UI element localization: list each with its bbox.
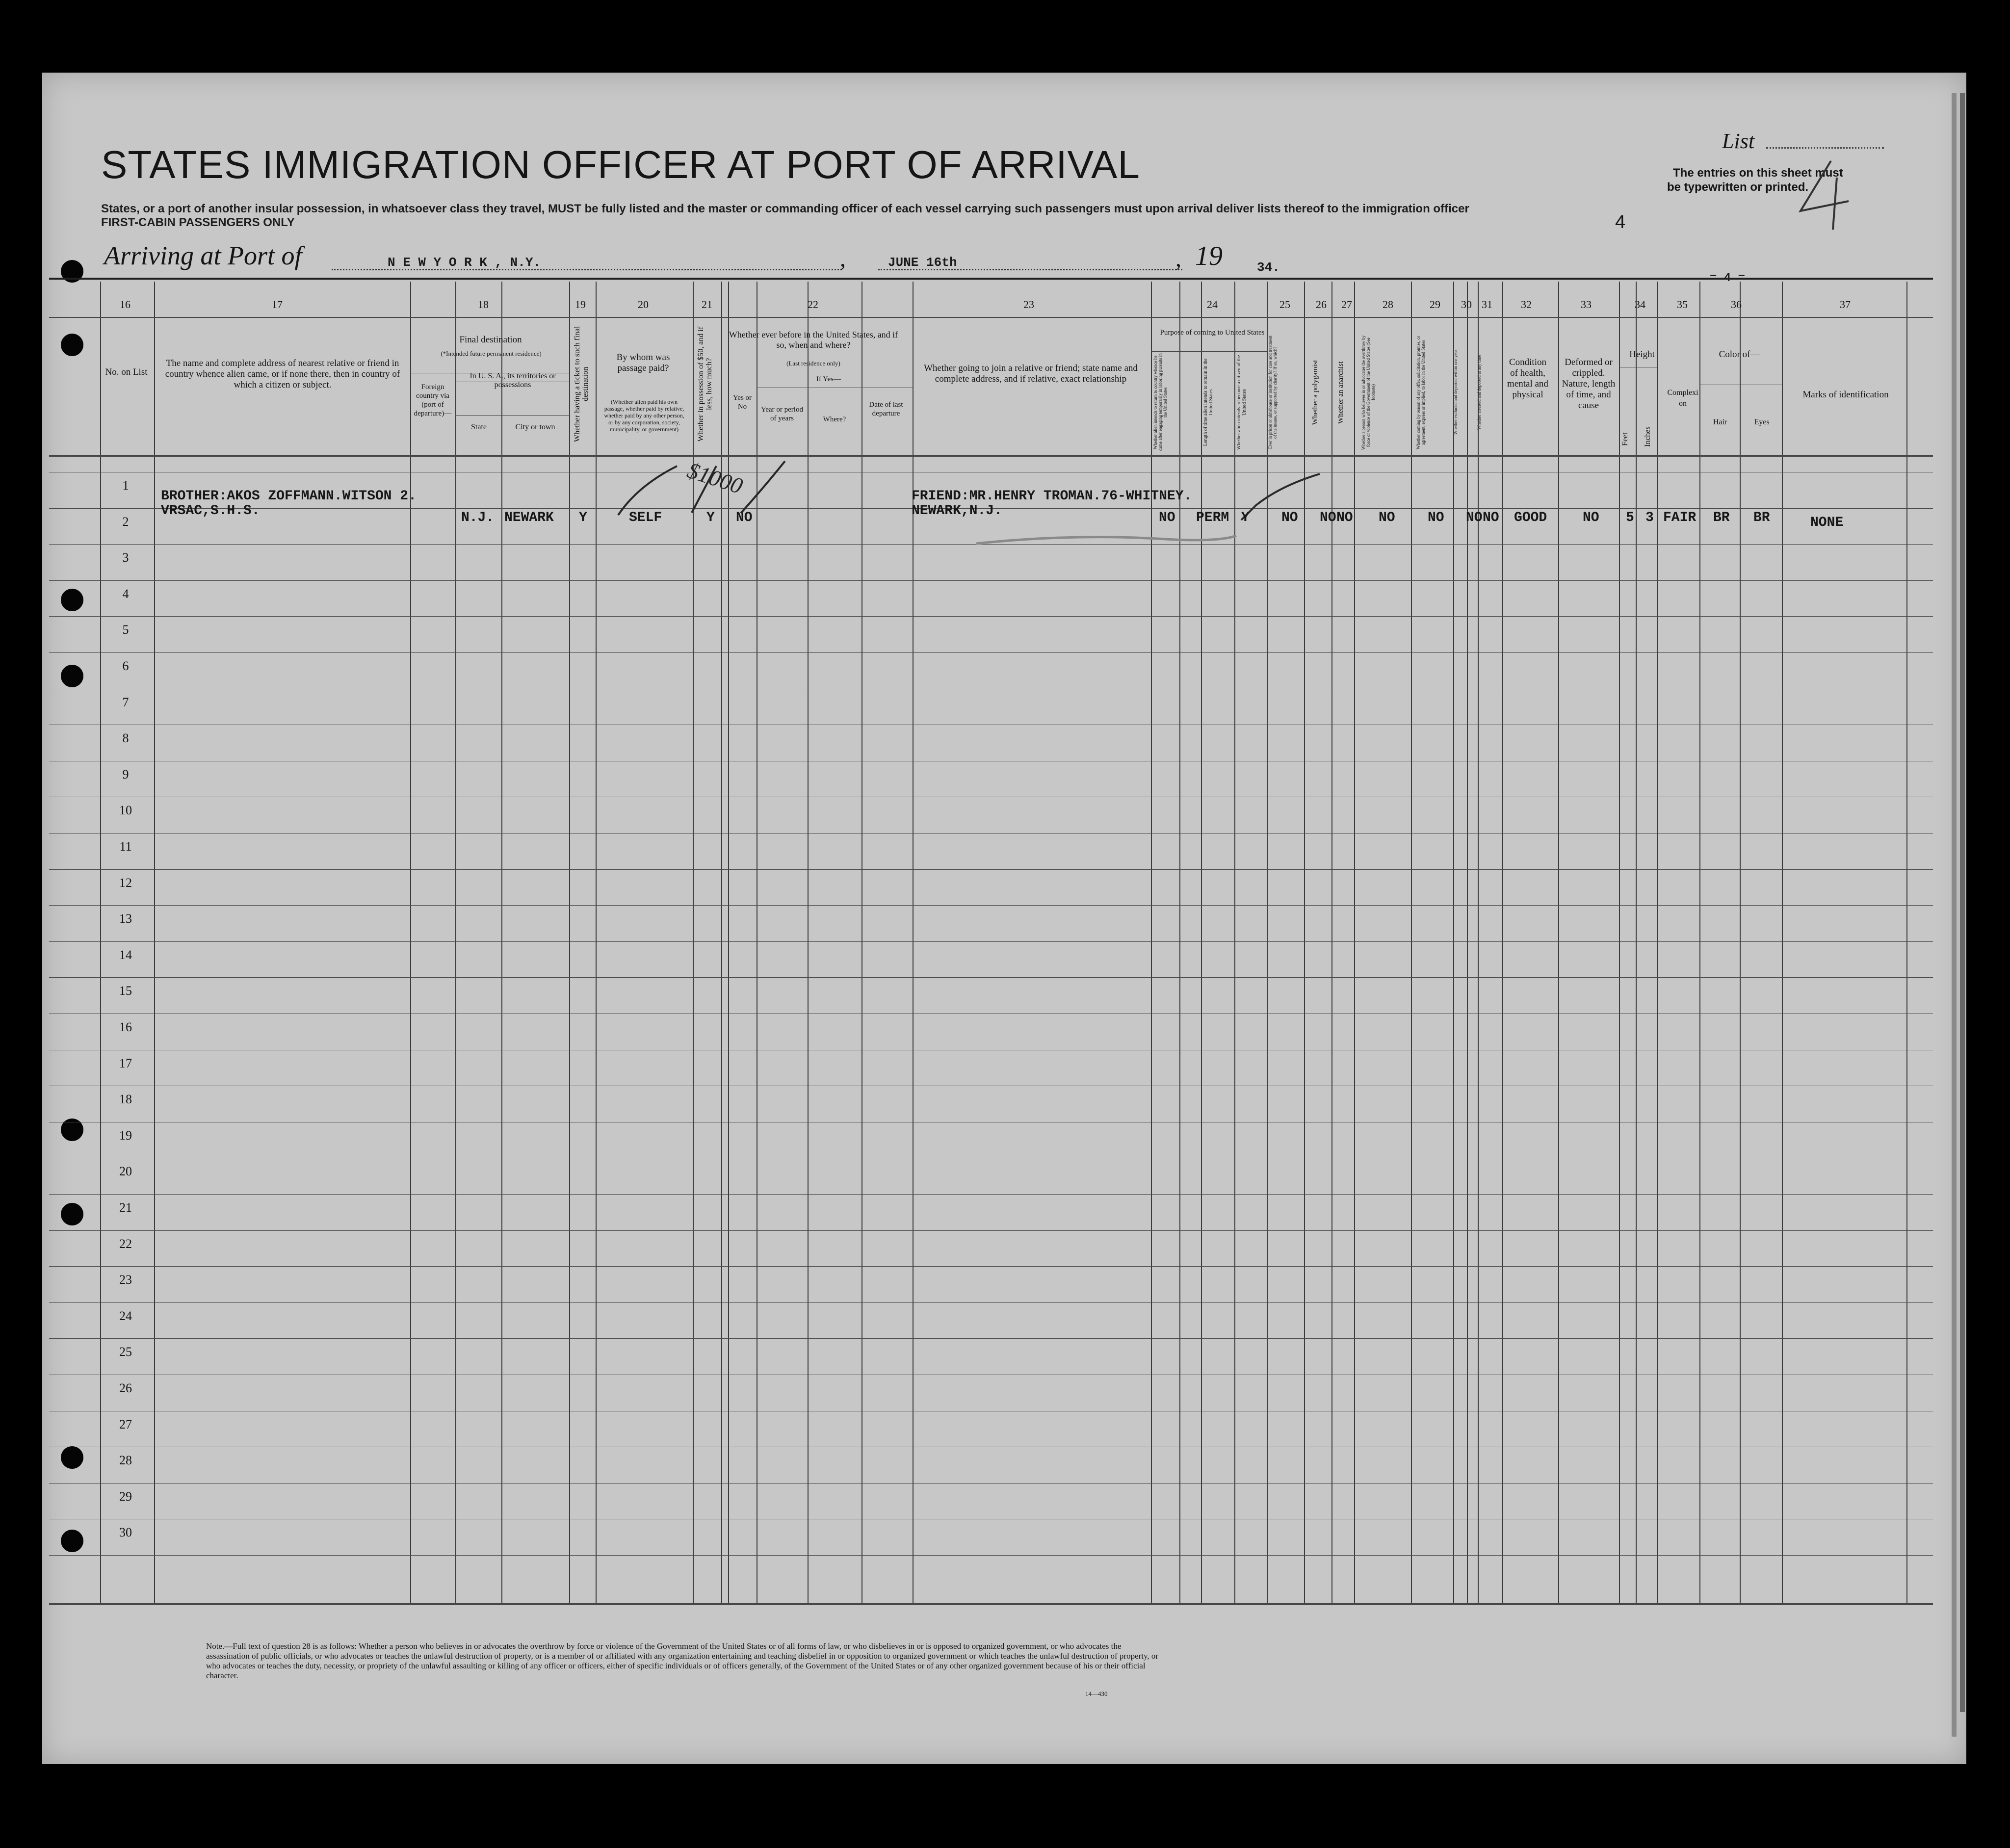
row-number: 26 bbox=[119, 1381, 132, 1395]
header-ever-before-in-us: Whether ever before in the United States, and if so, when and where? bbox=[729, 330, 898, 350]
col-num-21: 21 bbox=[702, 298, 712, 311]
grid-row-line bbox=[49, 941, 1933, 942]
grid-column-line bbox=[808, 282, 809, 1603]
header-ticket: Whether having a ticket to such final destination bbox=[573, 326, 590, 442]
grid-row-line bbox=[49, 869, 1933, 870]
header-in-usa: In U. S. A., its territories or possessions bbox=[470, 372, 556, 389]
page-edge bbox=[1952, 93, 1957, 1737]
row-number: 7 bbox=[122, 695, 129, 709]
arrested-value: NO bbox=[1483, 510, 1499, 525]
grid-column-line bbox=[1502, 282, 1503, 1603]
grid-column-line bbox=[1906, 282, 1907, 1603]
grid-column-line bbox=[1151, 282, 1152, 1603]
header-final-destination-note: (*Intended future permanent residence) bbox=[441, 350, 542, 357]
header-prison-almshouse: Ever in prison or almshouse or institution for care and treatment of the insane, or supported by charity? If so, which? bbox=[1268, 336, 1278, 449]
grid-column-line bbox=[410, 282, 411, 1603]
col-num-18: 18 bbox=[478, 298, 489, 311]
header-purpose: Purpose of coming to United States bbox=[1160, 329, 1265, 337]
labor-value: NO bbox=[1428, 510, 1444, 525]
header-fifty-dollars: Whether in possession of $50, and if less, how much? bbox=[697, 326, 713, 442]
handwritten-amount: $1000 bbox=[684, 457, 746, 499]
row-number: 10 bbox=[119, 803, 132, 817]
grid-column-line bbox=[1179, 282, 1180, 1603]
polygamist-value: NO bbox=[1320, 510, 1336, 525]
binder-hole bbox=[61, 334, 83, 356]
citizen-value: Y bbox=[1241, 510, 1250, 525]
col-num-24: 24 bbox=[1207, 298, 1218, 311]
row-number: 6 bbox=[122, 659, 129, 673]
header-if-yes: If Yes— bbox=[816, 375, 841, 383]
header-eyes: Eyes bbox=[1754, 418, 1770, 426]
grid-column-line bbox=[1558, 282, 1559, 1603]
header-state: State bbox=[471, 423, 487, 431]
manifest-sheet bbox=[42, 73, 1966, 1764]
header-final-destination: Final destination bbox=[459, 335, 522, 345]
col-num-23: 23 bbox=[1023, 298, 1034, 311]
been-before-value: NO bbox=[736, 510, 753, 525]
header-where: Where? bbox=[823, 416, 846, 423]
grid-column-line bbox=[100, 282, 101, 1603]
destination-state: N.J. bbox=[461, 510, 495, 525]
header-health-condition: Condition of health, mental and physical bbox=[1507, 357, 1548, 400]
header-city-or-town: City or town bbox=[515, 423, 555, 431]
row-number: 25 bbox=[119, 1345, 132, 1359]
grid-column-line bbox=[1201, 282, 1202, 1603]
col-num-34: 34 bbox=[1635, 298, 1645, 311]
form-title: STATES IMMIGRATION OFFICER AT PORT OF ARRIVAL bbox=[101, 143, 1140, 186]
row-number: 4 bbox=[122, 587, 129, 601]
feet-value: 5 bbox=[1626, 510, 1634, 525]
col-num-25: 25 bbox=[1279, 298, 1290, 311]
header-polygamist: Whether a polygamist bbox=[1311, 360, 1319, 425]
col-num-32: 32 bbox=[1521, 298, 1532, 311]
col-num-35: 35 bbox=[1677, 298, 1688, 311]
grid-row-line bbox=[49, 905, 1933, 906]
health-value: GOOD bbox=[1514, 510, 1547, 525]
header-length-of-stay: Length of time alien intends to remain in the United States bbox=[1203, 358, 1214, 446]
year-prefix: 19 bbox=[1195, 241, 1223, 271]
overthrow-value: NO bbox=[1379, 510, 1395, 525]
header-feet: Feet bbox=[1621, 432, 1629, 446]
typewritten-note: The entries on this sheet must be typewritten or printed. bbox=[1667, 166, 1843, 194]
header-labor-offer: Whether coming by reason of any offer, solicitation, promise, or agreement, express or implied, to labor in the United States bbox=[1416, 336, 1426, 449]
header-color-of: Color of— bbox=[1719, 349, 1760, 360]
header-yes-or-no: Yes or No bbox=[732, 394, 752, 411]
header-passage-paid-note: (Whether alien paid his own passage, whether paid by relative, whether paid by any other person, or by any corporation, society, municipality, or government) bbox=[604, 398, 684, 433]
header-deformed-crippled: Deformed or crippled. Nature, length of time, and cause bbox=[1562, 357, 1616, 411]
arriving-label: Arriving at Port of bbox=[104, 241, 302, 270]
row-number: 8 bbox=[122, 731, 129, 745]
row-number: 23 bbox=[119, 1273, 132, 1287]
col-num-31: 31 bbox=[1482, 298, 1492, 311]
class-label: FIRST-CABIN PASSENGERS ONLY bbox=[101, 216, 295, 229]
binder-hole bbox=[61, 1530, 83, 1552]
col-num-29: 29 bbox=[1430, 298, 1440, 311]
grid-column-line bbox=[913, 282, 914, 1603]
header-complexion: Complexion bbox=[1667, 389, 1698, 408]
eyes-value: BR bbox=[1753, 510, 1770, 525]
page-number: 4 bbox=[1615, 212, 1626, 233]
row-number: 1 bbox=[122, 478, 129, 493]
grid-column-line bbox=[1699, 282, 1700, 1603]
grid-column-line bbox=[1478, 282, 1479, 1603]
col-num-30: 30 bbox=[1461, 298, 1472, 311]
row-number: 17 bbox=[119, 1056, 132, 1070]
grid-column-line bbox=[861, 282, 862, 1603]
row-number: 20 bbox=[119, 1164, 132, 1178]
grid-row-line bbox=[49, 977, 1933, 978]
join-line-1: FRIEND:MR.HENRY TROMAN.76-WHITNEY. bbox=[912, 489, 1192, 504]
header-year-or-period: Year or period of years bbox=[761, 406, 803, 422]
header-overthrow: Whether a person who believes in or advocates the overthrow by force or violence of the Government of the United States (See footnote) bbox=[1361, 335, 1376, 450]
relative-line-2: VRSAC,S.H.S. bbox=[161, 503, 260, 519]
handwritten-check-marks bbox=[589, 456, 795, 520]
grid-column-line bbox=[569, 282, 570, 1603]
row-number: 3 bbox=[122, 550, 129, 565]
col-num-26: 26 bbox=[1316, 298, 1327, 311]
form-subtitle: States, or a port of another insular possession, in whatsoever class they travel, MUST be fully listed and the master or commanding officer of each vessel carrying such passengers must upon arrival deliver lists thereof to the immigration officer bbox=[101, 202, 1469, 215]
col-num-36: 36 bbox=[1731, 298, 1742, 311]
grid-row-line bbox=[49, 1194, 1933, 1195]
header-passage-paid: By whom was passage paid? bbox=[616, 352, 670, 373]
destination-city: NEWARK bbox=[504, 510, 554, 525]
hair-value: BR bbox=[1713, 510, 1730, 525]
deformed-value: NO bbox=[1583, 510, 1599, 525]
comma: , bbox=[1175, 246, 1181, 272]
header-relative-in-home-country: The name and complete address of nearest relative or friend in country whence alien came, or if none there, then in country of which a citizen or subject. bbox=[165, 358, 400, 390]
grid-row-line bbox=[49, 1555, 1933, 1556]
list-label: List bbox=[1722, 129, 1755, 153]
grid-column-line bbox=[1411, 282, 1412, 1603]
grid-row-line bbox=[49, 1266, 1933, 1267]
excluded-value: NO bbox=[1466, 510, 1483, 525]
grid-column-line bbox=[154, 282, 155, 1603]
grid-row-line bbox=[49, 616, 1933, 617]
row-number: 27 bbox=[119, 1417, 132, 1432]
handwritten-page-number bbox=[1786, 158, 1859, 232]
col-num-28: 28 bbox=[1383, 298, 1393, 311]
header-date-of-last-departure: Date of last departure bbox=[869, 401, 903, 417]
row-number: 14 bbox=[119, 948, 132, 962]
header-inches: Inches bbox=[1644, 426, 1652, 447]
col-num-22: 22 bbox=[808, 298, 818, 311]
header-hair: Hair bbox=[1713, 418, 1727, 426]
complexion-value: FAIR bbox=[1663, 510, 1697, 525]
col-num-27: 27 bbox=[1341, 298, 1352, 311]
grid-row-line bbox=[49, 1483, 1933, 1484]
length-value: PERM bbox=[1196, 510, 1229, 525]
row-number: 11 bbox=[119, 839, 132, 854]
return-value: NO bbox=[1159, 510, 1175, 525]
binder-hole bbox=[61, 1203, 83, 1225]
join-line-2: NEWARK,N.J. bbox=[912, 503, 1002, 519]
header-height: Height bbox=[1629, 349, 1655, 360]
ticket-value: Y bbox=[579, 510, 587, 525]
col-num-17: 17 bbox=[272, 298, 283, 311]
comma: , bbox=[840, 246, 846, 272]
paid-by-value: SELF bbox=[629, 510, 662, 525]
row-number: 28 bbox=[119, 1453, 132, 1467]
grid-row-line bbox=[1151, 351, 1267, 352]
date-value: JUNE 16th bbox=[888, 255, 957, 270]
grid-row-line bbox=[49, 1603, 1933, 1605]
header-foreign-country: Foreign country via (port of departure)— bbox=[414, 383, 452, 417]
grid-row-line bbox=[455, 415, 569, 416]
binder-hole bbox=[61, 589, 83, 611]
row-number: 13 bbox=[119, 911, 132, 926]
grid-row-line bbox=[49, 652, 1933, 653]
row-number: 30 bbox=[119, 1525, 132, 1539]
row-number: 9 bbox=[122, 767, 129, 781]
year-suffix: 34. bbox=[1257, 260, 1280, 275]
grid-column-line bbox=[1782, 282, 1783, 1603]
binder-hole bbox=[61, 665, 83, 687]
row-number: 12 bbox=[119, 876, 132, 890]
header-no-on-list: No. on List bbox=[105, 367, 148, 377]
header-marks-of-identification: Marks of identification bbox=[1802, 390, 1889, 400]
row-number: 22 bbox=[119, 1237, 132, 1251]
grid-column-line bbox=[1354, 282, 1355, 1603]
header-intends-citizen: Whether alien intends to become a citizen of the United States bbox=[1236, 355, 1247, 450]
grid-column-line bbox=[1740, 282, 1741, 1603]
row-number: 24 bbox=[119, 1309, 132, 1323]
relative-line-1: BROTHER:AKOS ZOFFMANN.WITSON 2. bbox=[161, 489, 417, 504]
grid-column-line bbox=[1636, 282, 1637, 1603]
footnote: Note.—Full text of question 28 is as follows: Whether a person who believes in or advocates the overthrow by force or violence of the Government of the United States or of all forms of law, or who disbelieves in or is opposed to organized government, or who advocates the assassination of public officials, or who advocates or teaches the unlawful destruction of property, or is a member of or affiliated with any organization entertaining and teaching disbelief in or opposition to organized government or which teaches the unlawful destruction of property, or who advocates or teaches the duty, necessity, or propriety of the unlawful assaulting or killing of any officer or officers, either of specific individuals or of officers generally, of the Government of the United States or of any other organized government because of his or their official character. bbox=[206, 1641, 1159, 1680]
grid-column-line bbox=[1467, 282, 1468, 1603]
header-arrested-deported: Whether arrested and deported at any time bbox=[1477, 355, 1482, 430]
row-number: 5 bbox=[122, 623, 129, 637]
col-num-33: 33 bbox=[1581, 298, 1592, 311]
header-rule bbox=[49, 278, 1933, 280]
header-going-to-join: Whether going to join a relative or friend; state name and complete address, and if relative, exact relationship bbox=[924, 363, 1138, 384]
form-number: 14—430 bbox=[1085, 1690, 1108, 1697]
header-excluded-deported: Whether excluded and deported within one year bbox=[1453, 350, 1458, 435]
row-number: 16 bbox=[119, 1020, 132, 1034]
grid-row-line bbox=[49, 1338, 1933, 1339]
grid-column-line bbox=[1331, 282, 1332, 1603]
prison-value: NO bbox=[1281, 510, 1298, 525]
grid-column-line bbox=[1453, 282, 1454, 1603]
col-num-37: 37 bbox=[1840, 298, 1851, 311]
grid-column-line bbox=[501, 282, 502, 1603]
col-num-16: 16 bbox=[120, 298, 131, 311]
grid-row-line bbox=[49, 1230, 1933, 1231]
row-number: 18 bbox=[119, 1092, 132, 1106]
anarchist-value: NO bbox=[1336, 510, 1353, 525]
binder-hole bbox=[61, 1446, 83, 1469]
page-edge bbox=[1960, 93, 1965, 1712]
grid-column-line bbox=[1657, 282, 1658, 1603]
row-number: 2 bbox=[122, 515, 129, 529]
header-intends-to-return: Whether alien intends to return to country whence he came after engaging temporarily in laboring pursuits in the United States bbox=[1153, 353, 1168, 451]
row-number: 21 bbox=[119, 1200, 132, 1215]
grid-row-line bbox=[49, 1302, 1933, 1303]
grid-column-line bbox=[1619, 282, 1620, 1603]
grid-column-line bbox=[455, 282, 456, 1603]
col-num-19: 19 bbox=[575, 298, 586, 311]
marks-value: NONE bbox=[1810, 515, 1844, 530]
row-number: 15 bbox=[119, 984, 132, 998]
grid-column-line bbox=[1234, 282, 1235, 1603]
money-value: Y bbox=[706, 510, 715, 525]
row-number: 29 bbox=[119, 1489, 132, 1504]
list-number-line bbox=[1766, 147, 1884, 149]
port-value: N E W Y O R K , N.Y. bbox=[388, 255, 541, 270]
col-num-20: 20 bbox=[638, 298, 649, 311]
sheet-marker: = 4 = bbox=[1710, 272, 1746, 285]
inches-value: 3 bbox=[1645, 510, 1654, 525]
header-last-residence-note: (Last residence only) bbox=[786, 360, 840, 367]
handwritten-check-purpose bbox=[1236, 471, 1325, 525]
grid-row-line bbox=[49, 580, 1933, 581]
grid-row-line bbox=[49, 317, 1933, 318]
header-anarchist: Whether an anarchist bbox=[1337, 361, 1345, 424]
row-number: 19 bbox=[119, 1128, 132, 1143]
